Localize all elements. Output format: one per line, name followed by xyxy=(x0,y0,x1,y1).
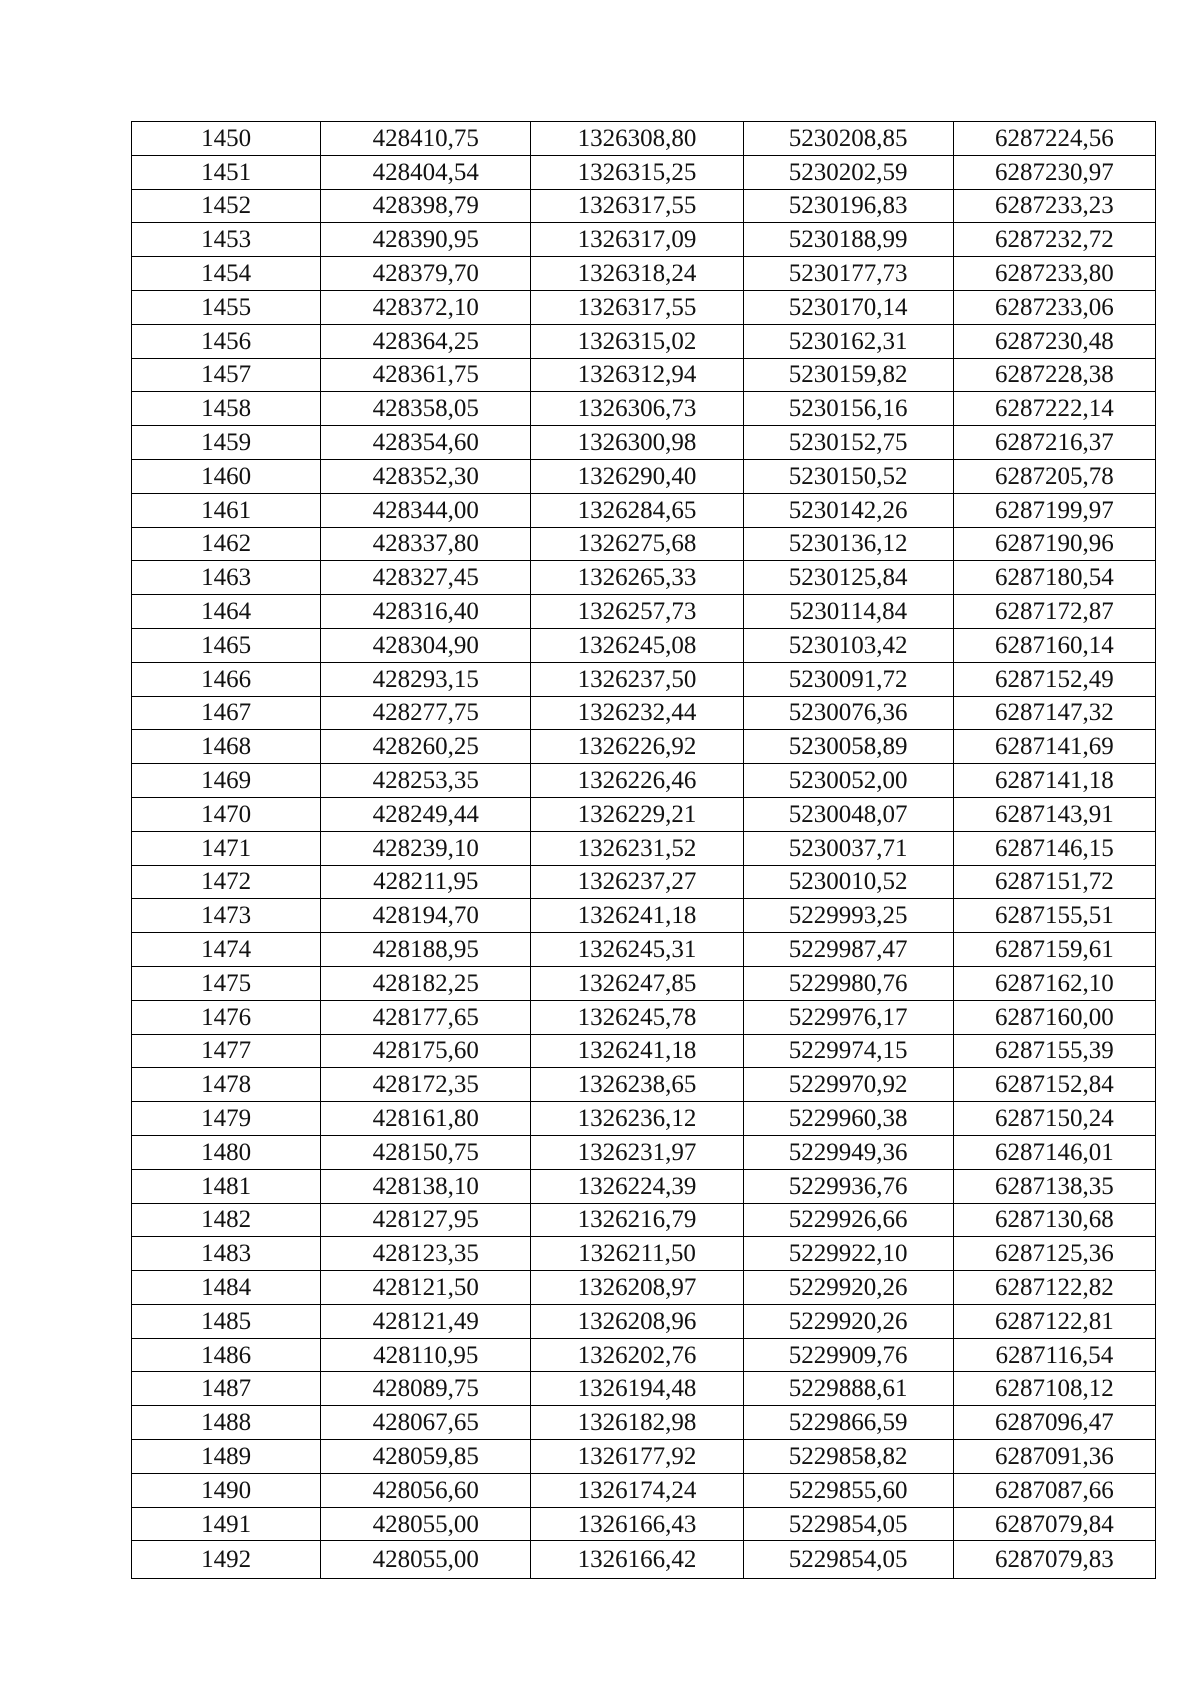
y2-coordinate-cell: 6287216,37 xyxy=(953,426,1155,460)
y2-coordinate-cell: 6287146,01 xyxy=(953,1135,1155,1169)
x2-coordinate-cell: 5230150,52 xyxy=(743,459,953,493)
point-number-cell: 1486 xyxy=(132,1338,321,1372)
x-coordinate-cell: 428055,00 xyxy=(321,1541,531,1579)
point-number-cell: 1462 xyxy=(132,527,321,561)
x2-coordinate-cell: 5230159,82 xyxy=(743,358,953,392)
x-coordinate-cell: 428177,65 xyxy=(321,1000,531,1034)
point-number-cell: 1472 xyxy=(132,865,321,899)
x-coordinate-cell: 428304,90 xyxy=(321,628,531,662)
x2-coordinate-cell: 5229987,47 xyxy=(743,933,953,967)
point-number-cell: 1473 xyxy=(132,899,321,933)
table-row xyxy=(132,527,1156,561)
y2-coordinate-cell: 6287224,56 xyxy=(953,122,1155,156)
x-coordinate-cell: 428182,25 xyxy=(321,966,531,1000)
y-coordinate-cell: 1326194,48 xyxy=(531,1372,743,1406)
y-coordinate-cell: 1326317,09 xyxy=(531,223,743,257)
y2-coordinate-cell: 6287228,38 xyxy=(953,358,1155,392)
table-row xyxy=(132,324,1156,358)
table-row xyxy=(132,764,1156,798)
y-coordinate-cell: 1326318,24 xyxy=(531,257,743,291)
y2-coordinate-cell: 6287233,23 xyxy=(953,189,1155,223)
y-coordinate-cell: 1326211,50 xyxy=(531,1237,743,1271)
y-coordinate-cell: 1326290,40 xyxy=(531,459,743,493)
table-row xyxy=(132,223,1156,257)
y-coordinate-cell: 1326232,44 xyxy=(531,696,743,730)
point-number-cell: 1471 xyxy=(132,831,321,865)
x-coordinate-cell: 428293,15 xyxy=(321,662,531,696)
y2-coordinate-cell: 6287138,35 xyxy=(953,1169,1155,1203)
x2-coordinate-cell: 5229866,59 xyxy=(743,1406,953,1440)
point-number-cell: 1479 xyxy=(132,1102,321,1136)
y-coordinate-cell: 1326257,73 xyxy=(531,595,743,629)
y-coordinate-cell: 1326202,76 xyxy=(531,1338,743,1372)
x2-coordinate-cell: 5229926,66 xyxy=(743,1203,953,1237)
point-number-cell: 1458 xyxy=(132,392,321,426)
table-row xyxy=(132,1304,1156,1338)
y2-coordinate-cell: 6287180,54 xyxy=(953,561,1155,595)
y-coordinate-cell: 1326174,24 xyxy=(531,1473,743,1507)
point-number-cell: 1488 xyxy=(132,1406,321,1440)
y2-coordinate-cell: 6287108,12 xyxy=(953,1372,1155,1406)
point-number-cell: 1485 xyxy=(132,1304,321,1338)
y2-coordinate-cell: 6287147,32 xyxy=(953,696,1155,730)
point-number-cell: 1487 xyxy=(132,1372,321,1406)
x2-coordinate-cell: 5229980,76 xyxy=(743,966,953,1000)
x2-coordinate-cell: 5229922,10 xyxy=(743,1237,953,1271)
y2-coordinate-cell: 6287122,81 xyxy=(953,1304,1155,1338)
table-row xyxy=(132,1406,1156,1440)
x2-coordinate-cell: 5230010,52 xyxy=(743,865,953,899)
y-coordinate-cell: 1326237,50 xyxy=(531,662,743,696)
y-coordinate-cell: 1326245,78 xyxy=(531,1000,743,1034)
y2-coordinate-cell: 6287190,96 xyxy=(953,527,1155,561)
point-number-cell: 1463 xyxy=(132,561,321,595)
table-row xyxy=(132,459,1156,493)
point-number-cell: 1455 xyxy=(132,290,321,324)
y-coordinate-cell: 1326224,39 xyxy=(531,1169,743,1203)
table-row xyxy=(132,899,1156,933)
y2-coordinate-cell: 6287232,72 xyxy=(953,223,1155,257)
table-row xyxy=(132,493,1156,527)
x2-coordinate-cell: 5229936,76 xyxy=(743,1169,953,1203)
table-row xyxy=(132,1068,1156,1102)
x-coordinate-cell: 428249,44 xyxy=(321,797,531,831)
table-row xyxy=(132,122,1156,156)
table-row xyxy=(132,1237,1156,1271)
table-row xyxy=(132,426,1156,460)
x2-coordinate-cell: 5230037,71 xyxy=(743,831,953,865)
y2-coordinate-cell: 6287079,84 xyxy=(953,1507,1155,1541)
point-number-cell: 1475 xyxy=(132,966,321,1000)
y2-coordinate-cell: 6287155,39 xyxy=(953,1034,1155,1068)
y-coordinate-cell: 1326166,43 xyxy=(531,1507,743,1541)
y2-coordinate-cell: 6287150,24 xyxy=(953,1102,1155,1136)
y2-coordinate-cell: 6287141,18 xyxy=(953,764,1155,798)
x-coordinate-cell: 428055,00 xyxy=(321,1507,531,1541)
y2-coordinate-cell: 6287091,36 xyxy=(953,1440,1155,1474)
x2-coordinate-cell: 5229993,25 xyxy=(743,899,953,933)
point-number-cell: 1451 xyxy=(132,155,321,189)
point-number-cell: 1456 xyxy=(132,324,321,358)
y-coordinate-cell: 1326177,92 xyxy=(531,1440,743,1474)
y-coordinate-cell: 1326226,92 xyxy=(531,730,743,764)
point-number-cell: 1468 xyxy=(132,730,321,764)
x-coordinate-cell: 428253,35 xyxy=(321,764,531,798)
table-row xyxy=(132,1507,1156,1541)
y2-coordinate-cell: 6287152,49 xyxy=(953,662,1155,696)
x-coordinate-cell: 428239,10 xyxy=(321,831,531,865)
x-coordinate-cell: 428175,60 xyxy=(321,1034,531,1068)
table-row xyxy=(132,628,1156,662)
x2-coordinate-cell: 5230152,75 xyxy=(743,426,953,460)
point-number-cell: 1482 xyxy=(132,1203,321,1237)
point-number-cell: 1476 xyxy=(132,1000,321,1034)
x-coordinate-cell: 428194,70 xyxy=(321,899,531,933)
table-row xyxy=(132,358,1156,392)
x2-coordinate-cell: 5230170,14 xyxy=(743,290,953,324)
x2-coordinate-cell: 5230091,72 xyxy=(743,662,953,696)
x2-coordinate-cell: 5229855,60 xyxy=(743,1473,953,1507)
table-row xyxy=(132,1034,1156,1068)
x2-coordinate-cell: 5229920,26 xyxy=(743,1304,953,1338)
table-row xyxy=(132,1473,1156,1507)
x-coordinate-cell: 428352,30 xyxy=(321,459,531,493)
y2-coordinate-cell: 6287160,00 xyxy=(953,1000,1155,1034)
y-coordinate-cell: 1326166,42 xyxy=(531,1541,743,1579)
y2-coordinate-cell: 6287205,78 xyxy=(953,459,1155,493)
point-number-cell: 1489 xyxy=(132,1440,321,1474)
point-number-cell: 1474 xyxy=(132,933,321,967)
point-number-cell: 1450 xyxy=(132,122,321,156)
x-coordinate-cell: 428067,65 xyxy=(321,1406,531,1440)
x-coordinate-cell: 428172,35 xyxy=(321,1068,531,1102)
point-number-cell: 1480 xyxy=(132,1135,321,1169)
x-coordinate-cell: 428089,75 xyxy=(321,1372,531,1406)
point-number-cell: 1457 xyxy=(132,358,321,392)
x2-coordinate-cell: 5229854,05 xyxy=(743,1507,953,1541)
x2-coordinate-cell: 5229976,17 xyxy=(743,1000,953,1034)
x-coordinate-cell: 428337,80 xyxy=(321,527,531,561)
point-number-cell: 1481 xyxy=(132,1169,321,1203)
coordinates-table xyxy=(131,121,1156,1579)
x2-coordinate-cell: 5230052,00 xyxy=(743,764,953,798)
y-coordinate-cell: 1326241,18 xyxy=(531,899,743,933)
table-row xyxy=(132,662,1156,696)
point-number-cell: 1492 xyxy=(132,1541,321,1579)
y-coordinate-cell: 1326284,65 xyxy=(531,493,743,527)
x-coordinate-cell: 428150,75 xyxy=(321,1135,531,1169)
table-row xyxy=(132,257,1156,291)
x-coordinate-cell: 428316,40 xyxy=(321,595,531,629)
y2-coordinate-cell: 6287143,91 xyxy=(953,797,1155,831)
y-coordinate-cell: 1326237,27 xyxy=(531,865,743,899)
table-row xyxy=(132,696,1156,730)
table-row xyxy=(132,797,1156,831)
y-coordinate-cell: 1326315,02 xyxy=(531,324,743,358)
x2-coordinate-cell: 5230058,89 xyxy=(743,730,953,764)
x2-coordinate-cell: 5230202,59 xyxy=(743,155,953,189)
x2-coordinate-cell: 5229970,92 xyxy=(743,1068,953,1102)
point-number-cell: 1491 xyxy=(132,1507,321,1541)
x2-coordinate-cell: 5230103,42 xyxy=(743,628,953,662)
table-row xyxy=(132,1000,1156,1034)
y-coordinate-cell: 1326238,65 xyxy=(531,1068,743,1102)
y2-coordinate-cell: 6287079,83 xyxy=(953,1541,1155,1579)
point-number-cell: 1483 xyxy=(132,1237,321,1271)
y2-coordinate-cell: 6287159,61 xyxy=(953,933,1155,967)
table-row xyxy=(132,155,1156,189)
y2-coordinate-cell: 6287130,68 xyxy=(953,1203,1155,1237)
y-coordinate-cell: 1326208,97 xyxy=(531,1271,743,1305)
x-coordinate-cell: 428110,95 xyxy=(321,1338,531,1372)
x-coordinate-cell: 428372,10 xyxy=(321,290,531,324)
x-coordinate-cell: 428327,45 xyxy=(321,561,531,595)
table-row xyxy=(132,1203,1156,1237)
y-coordinate-cell: 1326317,55 xyxy=(531,290,743,324)
x2-coordinate-cell: 5230208,85 xyxy=(743,122,953,156)
y-coordinate-cell: 1326315,25 xyxy=(531,155,743,189)
x-coordinate-cell: 428138,10 xyxy=(321,1169,531,1203)
x2-coordinate-cell: 5230162,31 xyxy=(743,324,953,358)
x-coordinate-cell: 428260,25 xyxy=(321,730,531,764)
y2-coordinate-cell: 6287096,47 xyxy=(953,1406,1155,1440)
y-coordinate-cell: 1326182,98 xyxy=(531,1406,743,1440)
y-coordinate-cell: 1326216,79 xyxy=(531,1203,743,1237)
x2-coordinate-cell: 5229888,61 xyxy=(743,1372,953,1406)
y2-coordinate-cell: 6287141,69 xyxy=(953,730,1155,764)
table-row xyxy=(132,933,1156,967)
x2-coordinate-cell: 5229949,36 xyxy=(743,1135,953,1169)
table-row xyxy=(132,392,1156,426)
y2-coordinate-cell: 6287172,87 xyxy=(953,595,1155,629)
y2-coordinate-cell: 6287125,36 xyxy=(953,1237,1155,1271)
y2-coordinate-cell: 6287230,97 xyxy=(953,155,1155,189)
x-coordinate-cell: 428277,75 xyxy=(321,696,531,730)
x-coordinate-cell: 428379,70 xyxy=(321,257,531,291)
x-coordinate-cell: 428398,79 xyxy=(321,189,531,223)
point-number-cell: 1470 xyxy=(132,797,321,831)
y2-coordinate-cell: 6287230,48 xyxy=(953,324,1155,358)
table-row xyxy=(132,1135,1156,1169)
y-coordinate-cell: 1326241,18 xyxy=(531,1034,743,1068)
point-number-cell: 1452 xyxy=(132,189,321,223)
table-row xyxy=(132,730,1156,764)
point-number-cell: 1469 xyxy=(132,764,321,798)
x-coordinate-cell: 428354,60 xyxy=(321,426,531,460)
x-coordinate-cell: 428121,49 xyxy=(321,1304,531,1338)
y2-coordinate-cell: 6287233,06 xyxy=(953,290,1155,324)
y2-coordinate-cell: 6287162,10 xyxy=(953,966,1155,1000)
x2-coordinate-cell: 5230125,84 xyxy=(743,561,953,595)
y-coordinate-cell: 1326300,98 xyxy=(531,426,743,460)
y2-coordinate-cell: 6287222,14 xyxy=(953,392,1155,426)
y2-coordinate-cell: 6287199,97 xyxy=(953,493,1155,527)
x-coordinate-cell: 428056,60 xyxy=(321,1473,531,1507)
table-row xyxy=(132,1541,1156,1579)
x-coordinate-cell: 428188,95 xyxy=(321,933,531,967)
y-coordinate-cell: 1326312,94 xyxy=(531,358,743,392)
table-row xyxy=(132,189,1156,223)
point-number-cell: 1484 xyxy=(132,1271,321,1305)
y-coordinate-cell: 1326306,73 xyxy=(531,392,743,426)
x2-coordinate-cell: 5230142,26 xyxy=(743,493,953,527)
y2-coordinate-cell: 6287122,82 xyxy=(953,1271,1155,1305)
x2-coordinate-cell: 5230156,16 xyxy=(743,392,953,426)
table-row xyxy=(132,1338,1156,1372)
table-row xyxy=(132,966,1156,1000)
x2-coordinate-cell: 5230114,84 xyxy=(743,595,953,629)
point-number-cell: 1465 xyxy=(132,628,321,662)
x-coordinate-cell: 428364,25 xyxy=(321,324,531,358)
y2-coordinate-cell: 6287152,84 xyxy=(953,1068,1155,1102)
x2-coordinate-cell: 5229960,38 xyxy=(743,1102,953,1136)
x2-coordinate-cell: 5230076,36 xyxy=(743,696,953,730)
y-coordinate-cell: 1326229,21 xyxy=(531,797,743,831)
table-row xyxy=(132,831,1156,865)
x-coordinate-cell: 428361,75 xyxy=(321,358,531,392)
point-number-cell: 1461 xyxy=(132,493,321,527)
x-coordinate-cell: 428127,95 xyxy=(321,1203,531,1237)
x2-coordinate-cell: 5230136,12 xyxy=(743,527,953,561)
point-number-cell: 1466 xyxy=(132,662,321,696)
point-number-cell: 1478 xyxy=(132,1068,321,1102)
y-coordinate-cell: 1326231,52 xyxy=(531,831,743,865)
table-row xyxy=(132,1440,1156,1474)
point-number-cell: 1454 xyxy=(132,257,321,291)
x2-coordinate-cell: 5229974,15 xyxy=(743,1034,953,1068)
x-coordinate-cell: 428404,54 xyxy=(321,155,531,189)
table-row xyxy=(132,865,1156,899)
table-row xyxy=(132,290,1156,324)
point-number-cell: 1453 xyxy=(132,223,321,257)
y-coordinate-cell: 1326245,31 xyxy=(531,933,743,967)
y-coordinate-cell: 1326317,55 xyxy=(531,189,743,223)
point-number-cell: 1459 xyxy=(132,426,321,460)
x-coordinate-cell: 428344,00 xyxy=(321,493,531,527)
table-row xyxy=(132,1169,1156,1203)
point-number-cell: 1460 xyxy=(132,459,321,493)
x-coordinate-cell: 428358,05 xyxy=(321,392,531,426)
y2-coordinate-cell: 6287146,15 xyxy=(953,831,1155,865)
x2-coordinate-cell: 5230177,73 xyxy=(743,257,953,291)
table-row xyxy=(132,1271,1156,1305)
x-coordinate-cell: 428390,95 xyxy=(321,223,531,257)
y-coordinate-cell: 1326226,46 xyxy=(531,764,743,798)
y-coordinate-cell: 1326275,68 xyxy=(531,527,743,561)
y2-coordinate-cell: 6287160,14 xyxy=(953,628,1155,662)
x2-coordinate-cell: 5230196,83 xyxy=(743,189,953,223)
x2-coordinate-cell: 5230188,99 xyxy=(743,223,953,257)
y-coordinate-cell: 1326245,08 xyxy=(531,628,743,662)
y-coordinate-cell: 1326265,33 xyxy=(531,561,743,595)
table-row xyxy=(132,595,1156,629)
table-row xyxy=(132,561,1156,595)
x2-coordinate-cell: 5229920,26 xyxy=(743,1271,953,1305)
coordinates-table-body xyxy=(132,122,1156,1579)
y-coordinate-cell: 1326308,80 xyxy=(531,122,743,156)
x-coordinate-cell: 428121,50 xyxy=(321,1271,531,1305)
x-coordinate-cell: 428410,75 xyxy=(321,122,531,156)
table-row xyxy=(132,1102,1156,1136)
x-coordinate-cell: 428161,80 xyxy=(321,1102,531,1136)
y-coordinate-cell: 1326236,12 xyxy=(531,1102,743,1136)
table-row xyxy=(132,1372,1156,1406)
y-coordinate-cell: 1326247,85 xyxy=(531,966,743,1000)
y2-coordinate-cell: 6287087,66 xyxy=(953,1473,1155,1507)
x2-coordinate-cell: 5229909,76 xyxy=(743,1338,953,1372)
y2-coordinate-cell: 6287233,80 xyxy=(953,257,1155,291)
point-number-cell: 1467 xyxy=(132,696,321,730)
y-coordinate-cell: 1326231,97 xyxy=(531,1135,743,1169)
x2-coordinate-cell: 5230048,07 xyxy=(743,797,953,831)
point-number-cell: 1464 xyxy=(132,595,321,629)
point-number-cell: 1477 xyxy=(132,1034,321,1068)
y2-coordinate-cell: 6287116,54 xyxy=(953,1338,1155,1372)
y2-coordinate-cell: 6287151,72 xyxy=(953,865,1155,899)
x-coordinate-cell: 428059,85 xyxy=(321,1440,531,1474)
y-coordinate-cell: 1326208,96 xyxy=(531,1304,743,1338)
x2-coordinate-cell: 5229858,82 xyxy=(743,1440,953,1474)
x2-coordinate-cell: 5229854,05 xyxy=(743,1541,953,1579)
x-coordinate-cell: 428211,95 xyxy=(321,865,531,899)
x-coordinate-cell: 428123,35 xyxy=(321,1237,531,1271)
point-number-cell: 1490 xyxy=(132,1473,321,1507)
y2-coordinate-cell: 6287155,51 xyxy=(953,899,1155,933)
